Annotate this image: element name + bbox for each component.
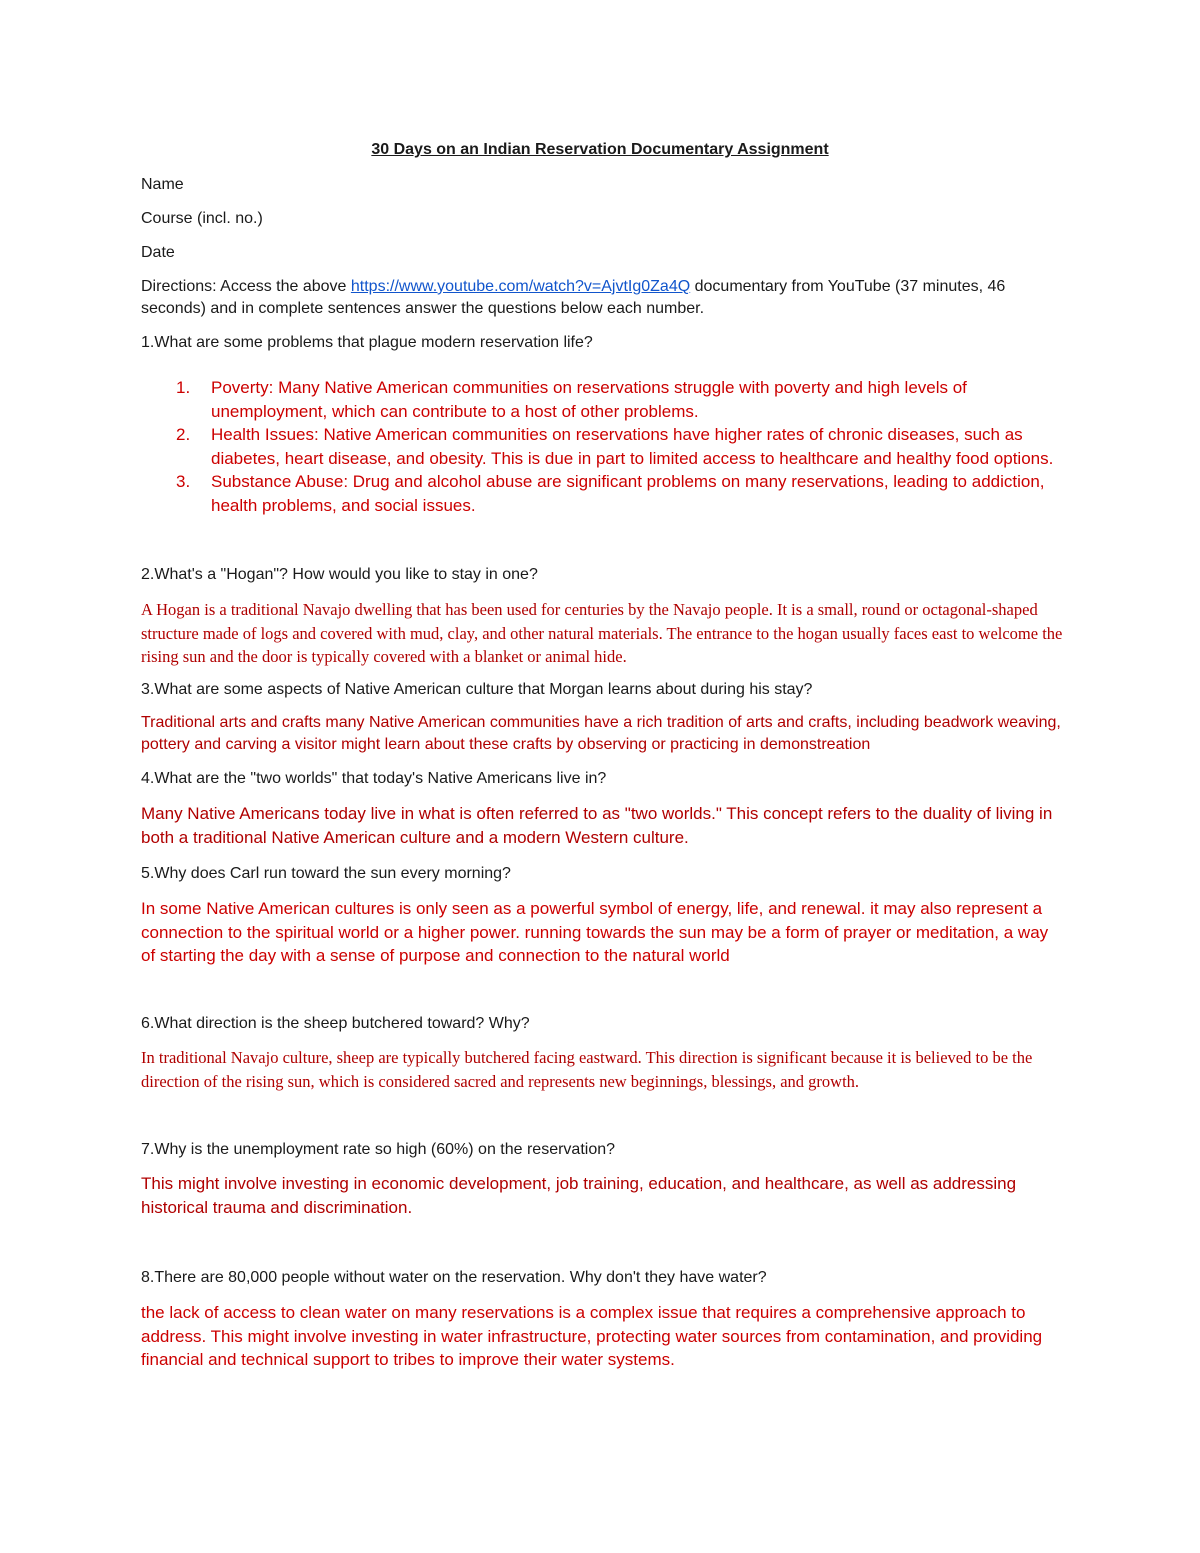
- answer-1-item: [141, 423, 1071, 470]
- answer-2: A Hogan is a traditional Navajo dwelling that has been used for centuries by the Navajo people. It is a small, round or octagonal-shaped structure made of logs and covered with mud, clay, and other natural materials. The entrance to the hogan usually faces east to welcome the rising sun and the door is typically covered with a blanket or animal hide.: [141, 600, 1063, 666]
- answer-1-item: [141, 470, 1071, 517]
- question-7: 7.Why is the unemployment rate so high (60%) on the reservation?: [141, 1141, 616, 1158]
- document-title: 30 Days on an Indian Reservation Documentary Assignment: [371, 141, 829, 158]
- question-5: 5.Why does Carl run toward the sun every morning?: [141, 865, 511, 882]
- date-label: Date: [141, 244, 175, 261]
- course-label: Course (incl. no.): [141, 210, 263, 227]
- answer-1-item-text: Substance Abuse: Drug and alcohol abuse are significant problems on many reservations, leading to addiction, health problems, and social issues.: [211, 472, 1045, 515]
- question-6: 6.What direction is the sheep butchered toward? Why?: [141, 1015, 530, 1032]
- answer-1-item-text: Health Issues: Native American communities on reservations have higher rates of chronic diseases, such as diabetes, heart disease, and obesity. This is due in part to limited access to healthcare and healthy food options.: [211, 425, 1054, 468]
- name-label: Name: [141, 176, 184, 193]
- question-4: 4.What are the "two worlds" that today's Native Americans live in?: [141, 770, 607, 787]
- answer-4: Many Native Americans today live in what is often referred to as "two worlds." This concept refers to the duality of living in both a traditional Native American culture and a modern Western culture.: [141, 804, 1053, 847]
- answer-1-list: [141, 376, 1071, 517]
- directions-text: [141, 276, 1071, 320]
- answer-7: This might involve investing in economic development, job training, education, and healthcare, as well as addressing historical trauma and discrimination.: [141, 1174, 1017, 1217]
- answer-1-item-number: 3.: [176, 472, 191, 491]
- directions-suffix: documentary from YouTube (37 minutes, 46 seconds) and in complete sentences answer the questions below each number.: [141, 278, 1006, 317]
- answer-6: In traditional Navajo culture, sheep are typically butchered facing eastward. This direction is significant because it is believed to be the direction of the rising sun, which is considered sacred and represents new beginnings, blessings, and growth.: [141, 1048, 1033, 1091]
- answer-1-item-number: 1.: [176, 378, 191, 397]
- answer-1-item-text: Poverty: Many Native American communities on reservations struggle with poverty and high levels of unemployment, which can contribute to a host of other problems.: [211, 378, 967, 421]
- directions-prefix: Directions: Access the above: [141, 278, 351, 295]
- question-3: 3.What are some aspects of Native American culture that Morgan learns about during his stay?: [141, 681, 813, 698]
- answer-8: the lack of access to clean water on many reservations is a complex issue that requires a comprehensive approach to address. This might involve investing in water infrastructure, protecting water sources from contamination, and providing financial and technical support to tribes to improve their water systems.: [141, 1303, 1043, 1369]
- answer-1-item-number: 2.: [176, 425, 191, 444]
- question-8: 8.There are 80,000 people without water on the reservation. Why don't they have water?: [141, 1269, 767, 1286]
- question-2: 2.What's a "Hogan"? How would you like to stay in one?: [141, 566, 538, 583]
- youtube-link[interactable]: https://www.youtube.com/watch?v=AjvtIg0Za4Q: [350, 278, 691, 295]
- answer-5: In some Native American cultures is only seen as a powerful symbol of energy, life, and renewal. it may also represent a connection to the spiritual world or a higher power. running towards the sun may be a form of prayer or meditation, a way of starting the day with a sense of purpose and connection to the natural world: [141, 899, 1049, 965]
- question-1: 1.What are some problems that plague modern reservation life?: [141, 334, 593, 351]
- answer-1-item: [141, 376, 1071, 423]
- answer-3: Traditional arts and crafts many Native American communities have a rich tradition of arts and crafts, including beadwork weaving, pottery and carving a visitor might learn about these crafts by observing or practicing in demonstreation: [141, 714, 1061, 753]
